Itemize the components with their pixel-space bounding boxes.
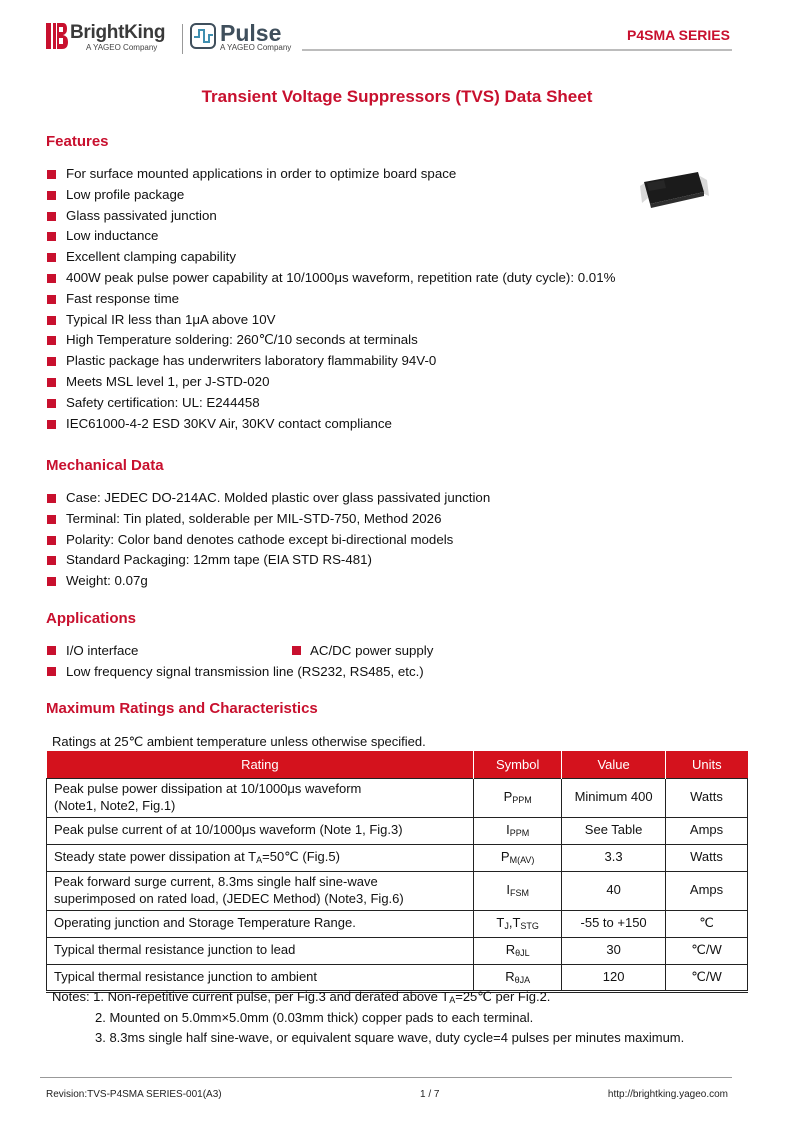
rating-cell: Typical thermal resistance junction to lead bbox=[47, 937, 474, 964]
features-heading: Features bbox=[46, 133, 109, 150]
bullet-square-icon bbox=[47, 378, 56, 387]
table-row bbox=[47, 871, 748, 910]
list-item: Polarity: Color band denotes cathode except bi-directional models bbox=[46, 530, 490, 551]
brightking-logo bbox=[46, 22, 176, 56]
list-item: Excellent clamping capability bbox=[46, 247, 615, 268]
value-cell: -55 to +150 bbox=[562, 910, 666, 937]
list-item: Weight: 0.07g bbox=[46, 571, 490, 592]
bullet-square-icon bbox=[47, 556, 56, 565]
symbol-cell: $T_J,T_{STG}$ bbox=[474, 910, 562, 937]
footer-url[interactable]: http://brightking.yageo.com bbox=[607, 1089, 728, 1100]
component-package-image bbox=[634, 168, 714, 218]
pulse-name: Pulse bbox=[220, 20, 282, 46]
bullet-square-icon bbox=[47, 420, 56, 429]
brightking-logo-icon bbox=[46, 23, 68, 49]
list-item: 400W peak pulse power capability at 10/1000μs waveform, repetition rate (duty cycle): 0.01% bbox=[46, 268, 615, 289]
list-item: Terminal: Tin plated, solderable per MIL-STD-750, Method 2026 bbox=[46, 509, 490, 530]
table-row bbox=[47, 817, 748, 844]
symbol-cell: $P_{M(AV)}$ bbox=[474, 844, 562, 871]
header-rule bbox=[302, 49, 732, 51]
symbol-cell: $I_{FSM}$ bbox=[474, 871, 562, 910]
applications-row bbox=[46, 640, 546, 661]
units-cell: ℃ bbox=[666, 910, 748, 937]
table-row bbox=[47, 778, 748, 817]
bullet-square-icon bbox=[47, 212, 56, 221]
ratings-heading: Maximum Ratings and Characteristics bbox=[46, 700, 318, 717]
bullet-square-icon bbox=[47, 316, 56, 325]
units-cell: Watts bbox=[666, 844, 748, 871]
series-label: P4SMA SERIES bbox=[627, 27, 730, 43]
value-cell: 40 bbox=[562, 871, 666, 910]
list-item: Low profile package bbox=[46, 185, 615, 206]
list-item: For surface mounted applications in order to optimize board space bbox=[46, 164, 615, 185]
pulse-logo-icon bbox=[190, 23, 216, 49]
brightking-name: BrightKing bbox=[70, 22, 166, 43]
units-cell: ℃/W bbox=[666, 937, 748, 964]
table-row bbox=[47, 937, 748, 964]
value-cell: Minimum 400 bbox=[562, 778, 666, 817]
rating-cell: Typical thermal resistance junction to ambient bbox=[47, 964, 474, 991]
symbol-cell: $R_{\theta JL}$ bbox=[474, 937, 562, 964]
rating-cell: Peak forward surge current, 8.3ms single half sine-wave superimposed on rated load, (JEDEC Method) (Note3, Fig.6) bbox=[47, 871, 474, 910]
value-cell: 3.3 bbox=[562, 844, 666, 871]
logo-divider bbox=[182, 24, 183, 54]
value-cell: 30 bbox=[562, 937, 666, 964]
list-item: Standard Packaging: 12mm tape (EIA STD RS-481) bbox=[46, 550, 490, 571]
value-cell: 120 bbox=[562, 964, 666, 991]
list-item: I/O interface bbox=[66, 643, 139, 658]
list-item: Low frequency signal transmission line (RS232, RS485, etc.) bbox=[66, 664, 424, 679]
list-item: Case: JEDEC DO-214AC. Molded plastic over glass passivated junction bbox=[46, 488, 490, 509]
bullet-square-icon bbox=[47, 357, 56, 366]
value-cell: See Table bbox=[562, 817, 666, 844]
list-item: Plastic package has underwriters laboratory flammability 94V-0 bbox=[46, 351, 615, 372]
table-row bbox=[47, 844, 748, 871]
units-cell: Amps bbox=[666, 817, 748, 844]
bullet-square-icon bbox=[47, 191, 56, 200]
bullet-square-icon bbox=[47, 577, 56, 586]
brightking-subtitle: A YAGEO Company bbox=[86, 43, 158, 52]
bullet-square-icon bbox=[47, 274, 56, 283]
bullet-square-icon bbox=[47, 494, 56, 503]
ratings-condition-note: Ratings at 25℃ ambient temperature unless otherwise specified. bbox=[52, 734, 426, 749]
mechanical-heading: Mechanical Data bbox=[46, 457, 164, 474]
units-cell: Amps bbox=[666, 871, 748, 910]
footer-rule bbox=[40, 1077, 732, 1078]
ratings-table bbox=[46, 751, 748, 993]
column-header: Rating bbox=[47, 751, 474, 778]
list-item: Meets MSL level 1, per J-STD-020 bbox=[46, 372, 615, 393]
note-1: Notes: 1. Non-repetitive current pulse, per Fig.3 and derated above $T_A=25℃$ per Fig.2. bbox=[52, 989, 551, 1005]
bullet-square-icon bbox=[47, 646, 56, 655]
applications-row bbox=[46, 661, 546, 682]
list-item: AC/DC power supply bbox=[310, 643, 434, 658]
bullet-square-icon bbox=[47, 336, 56, 345]
list-item: Fast response time bbox=[46, 289, 615, 310]
applications-heading: Applications bbox=[46, 610, 137, 627]
table-row bbox=[47, 910, 748, 937]
list-item: Typical IR less than 1μA above 10V bbox=[46, 310, 615, 331]
pulse-logo bbox=[190, 22, 300, 56]
units-cell: Watts bbox=[666, 778, 748, 817]
pulse-subtitle: A YAGEO Company bbox=[220, 43, 292, 52]
bullet-square-icon bbox=[292, 646, 301, 655]
rating-cell: Peak pulse power dissipation at 10/1000μs waveform (Note1, Note2, Fig.1) bbox=[47, 778, 474, 817]
symbol-cell: $P_{PPM}$ bbox=[474, 778, 562, 817]
list-item: IEC61000-4-2 ESD 30KV Air, 30KV contact compliance bbox=[46, 414, 615, 435]
rating-cell: Peak pulse current of at 10/1000μs waveform (Note 1, Fig.3) bbox=[47, 817, 474, 844]
column-header: Value bbox=[562, 751, 666, 778]
note-3: 3. 8.3ms single half sine-wave, or equivalent square wave, duty cycle=4 pulses per minutes maximum. bbox=[95, 1030, 685, 1045]
bullet-square-icon bbox=[47, 295, 56, 304]
bullet-square-icon bbox=[47, 536, 56, 545]
units-cell: ℃/W bbox=[666, 964, 748, 991]
column-header: Units bbox=[666, 751, 748, 778]
rating-cell: Steady state power dissipation at $T_A=50℃$ (Fig.5) bbox=[47, 844, 474, 871]
document-title: Transient Voltage Suppressors (TVS) Data Sheet bbox=[201, 87, 593, 106]
footer-revision: Revision:TVS-P4SMA SERIES-001(A3) bbox=[46, 1089, 222, 1100]
footer-page-number: 1 / 7 bbox=[420, 1089, 440, 1100]
symbol-cell: $R_{\theta JA}$ bbox=[474, 964, 562, 991]
features-list bbox=[46, 164, 615, 434]
column-header: Symbol bbox=[474, 751, 562, 778]
bullet-square-icon bbox=[47, 170, 56, 179]
note-2: 2. Mounted on 5.0mm×5.0mm (0.03mm thick) copper pads to each terminal. bbox=[95, 1009, 534, 1025]
rating-cell: Operating junction and Storage Temperature Range. bbox=[47, 910, 474, 937]
bullet-square-icon bbox=[47, 667, 56, 676]
bullet-square-icon bbox=[47, 399, 56, 408]
mechanical-list bbox=[46, 488, 490, 592]
bullet-square-icon bbox=[47, 232, 56, 241]
list-item: Glass passivated junction bbox=[46, 206, 615, 227]
list-item: Safety certification: UL: E244458 bbox=[46, 393, 615, 414]
list-item: High Temperature soldering: 260℃/10 seconds at terminals bbox=[46, 330, 615, 351]
symbol-cell: $I_{PPM}$ bbox=[474, 817, 562, 844]
bullet-square-icon bbox=[47, 515, 56, 524]
list-item: Low inductance bbox=[46, 226, 615, 247]
bullet-square-icon bbox=[47, 253, 56, 262]
table-header-row bbox=[47, 751, 748, 778]
notes bbox=[52, 987, 684, 1049]
